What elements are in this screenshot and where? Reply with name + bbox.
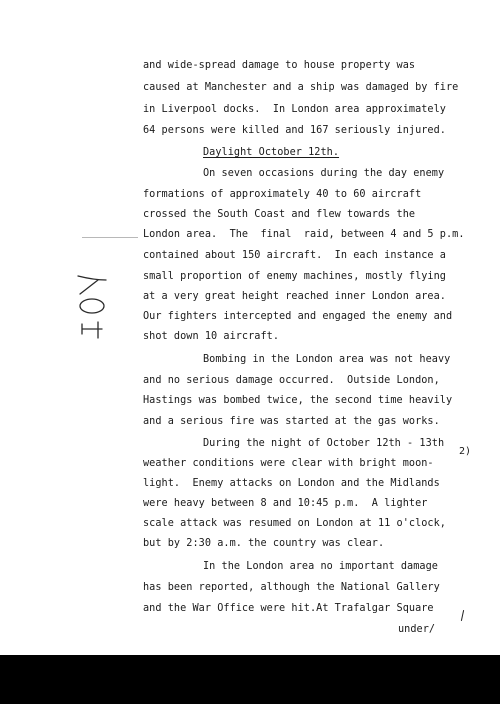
text-line: On seven occasions during the day enemy bbox=[203, 168, 445, 179]
text-line: formations of approximately 40 to 60 aircraft bbox=[143, 189, 422, 200]
continuation-catchword: under/ bbox=[398, 624, 436, 635]
text-line: shot down 10 aircraft. bbox=[143, 331, 280, 342]
text-line: London area. The final raid, between 4 and 5 p.m. bbox=[143, 229, 465, 240]
text-line: at a very great height reached inner London area. bbox=[143, 291, 446, 302]
margin-tick-mark bbox=[461, 610, 464, 621]
scan-border bbox=[0, 655, 500, 704]
text-line: light. Enemy attacks on London and the Midlands bbox=[143, 478, 440, 489]
margin-annotation: 2) bbox=[459, 446, 472, 457]
text-line: contained about 150 aircraft. In each instance a bbox=[143, 250, 446, 261]
text-line: scale attack was resumed on London at 11 o'clock, bbox=[143, 518, 446, 529]
text-line: Hastings was bombed twice, the second time heavily bbox=[143, 395, 453, 406]
text-line: caused at Manchester and a ship was damaged by fire bbox=[143, 82, 459, 93]
text-line: but by 2:30 a.m. the country was clear. bbox=[143, 538, 385, 549]
handwritten-page-number bbox=[68, 272, 116, 342]
margin-rule bbox=[82, 237, 138, 238]
text-line: in Liverpool docks. In London area approximately bbox=[143, 104, 446, 115]
text-line: 64 persons were killed and 167 seriously injured. bbox=[143, 125, 446, 136]
text-line: and a serious fire was started at the gas works. bbox=[143, 416, 440, 427]
text-line: Bombing in the London area was not heavy bbox=[203, 354, 451, 365]
text-line: weather conditions were clear with bright moon- bbox=[143, 458, 434, 469]
text-line: Our fighters intercepted and engaged the enemy and bbox=[143, 311, 453, 322]
text-line: small proportion of enemy machines, mostly flying bbox=[143, 271, 446, 282]
text-line: During the night of October 12th - 13th bbox=[203, 438, 445, 449]
text-line: In the London area no important damage bbox=[203, 561, 438, 572]
text-line: has been reported, although the National Gallery bbox=[143, 582, 440, 593]
text-line: crossed the South Coast and flew towards the bbox=[143, 209, 416, 220]
text-line: and wide-spread damage to house property was bbox=[143, 60, 416, 71]
text-line: and no serious damage occurred. Outside London, bbox=[143, 375, 440, 386]
text-line: and the War Office were hit.At Trafalgar Square bbox=[143, 603, 434, 614]
section-heading: Daylight October 12th. bbox=[203, 147, 340, 158]
text-line: were heavy between 8 and 10:45 p.m. A lighter bbox=[143, 498, 428, 509]
